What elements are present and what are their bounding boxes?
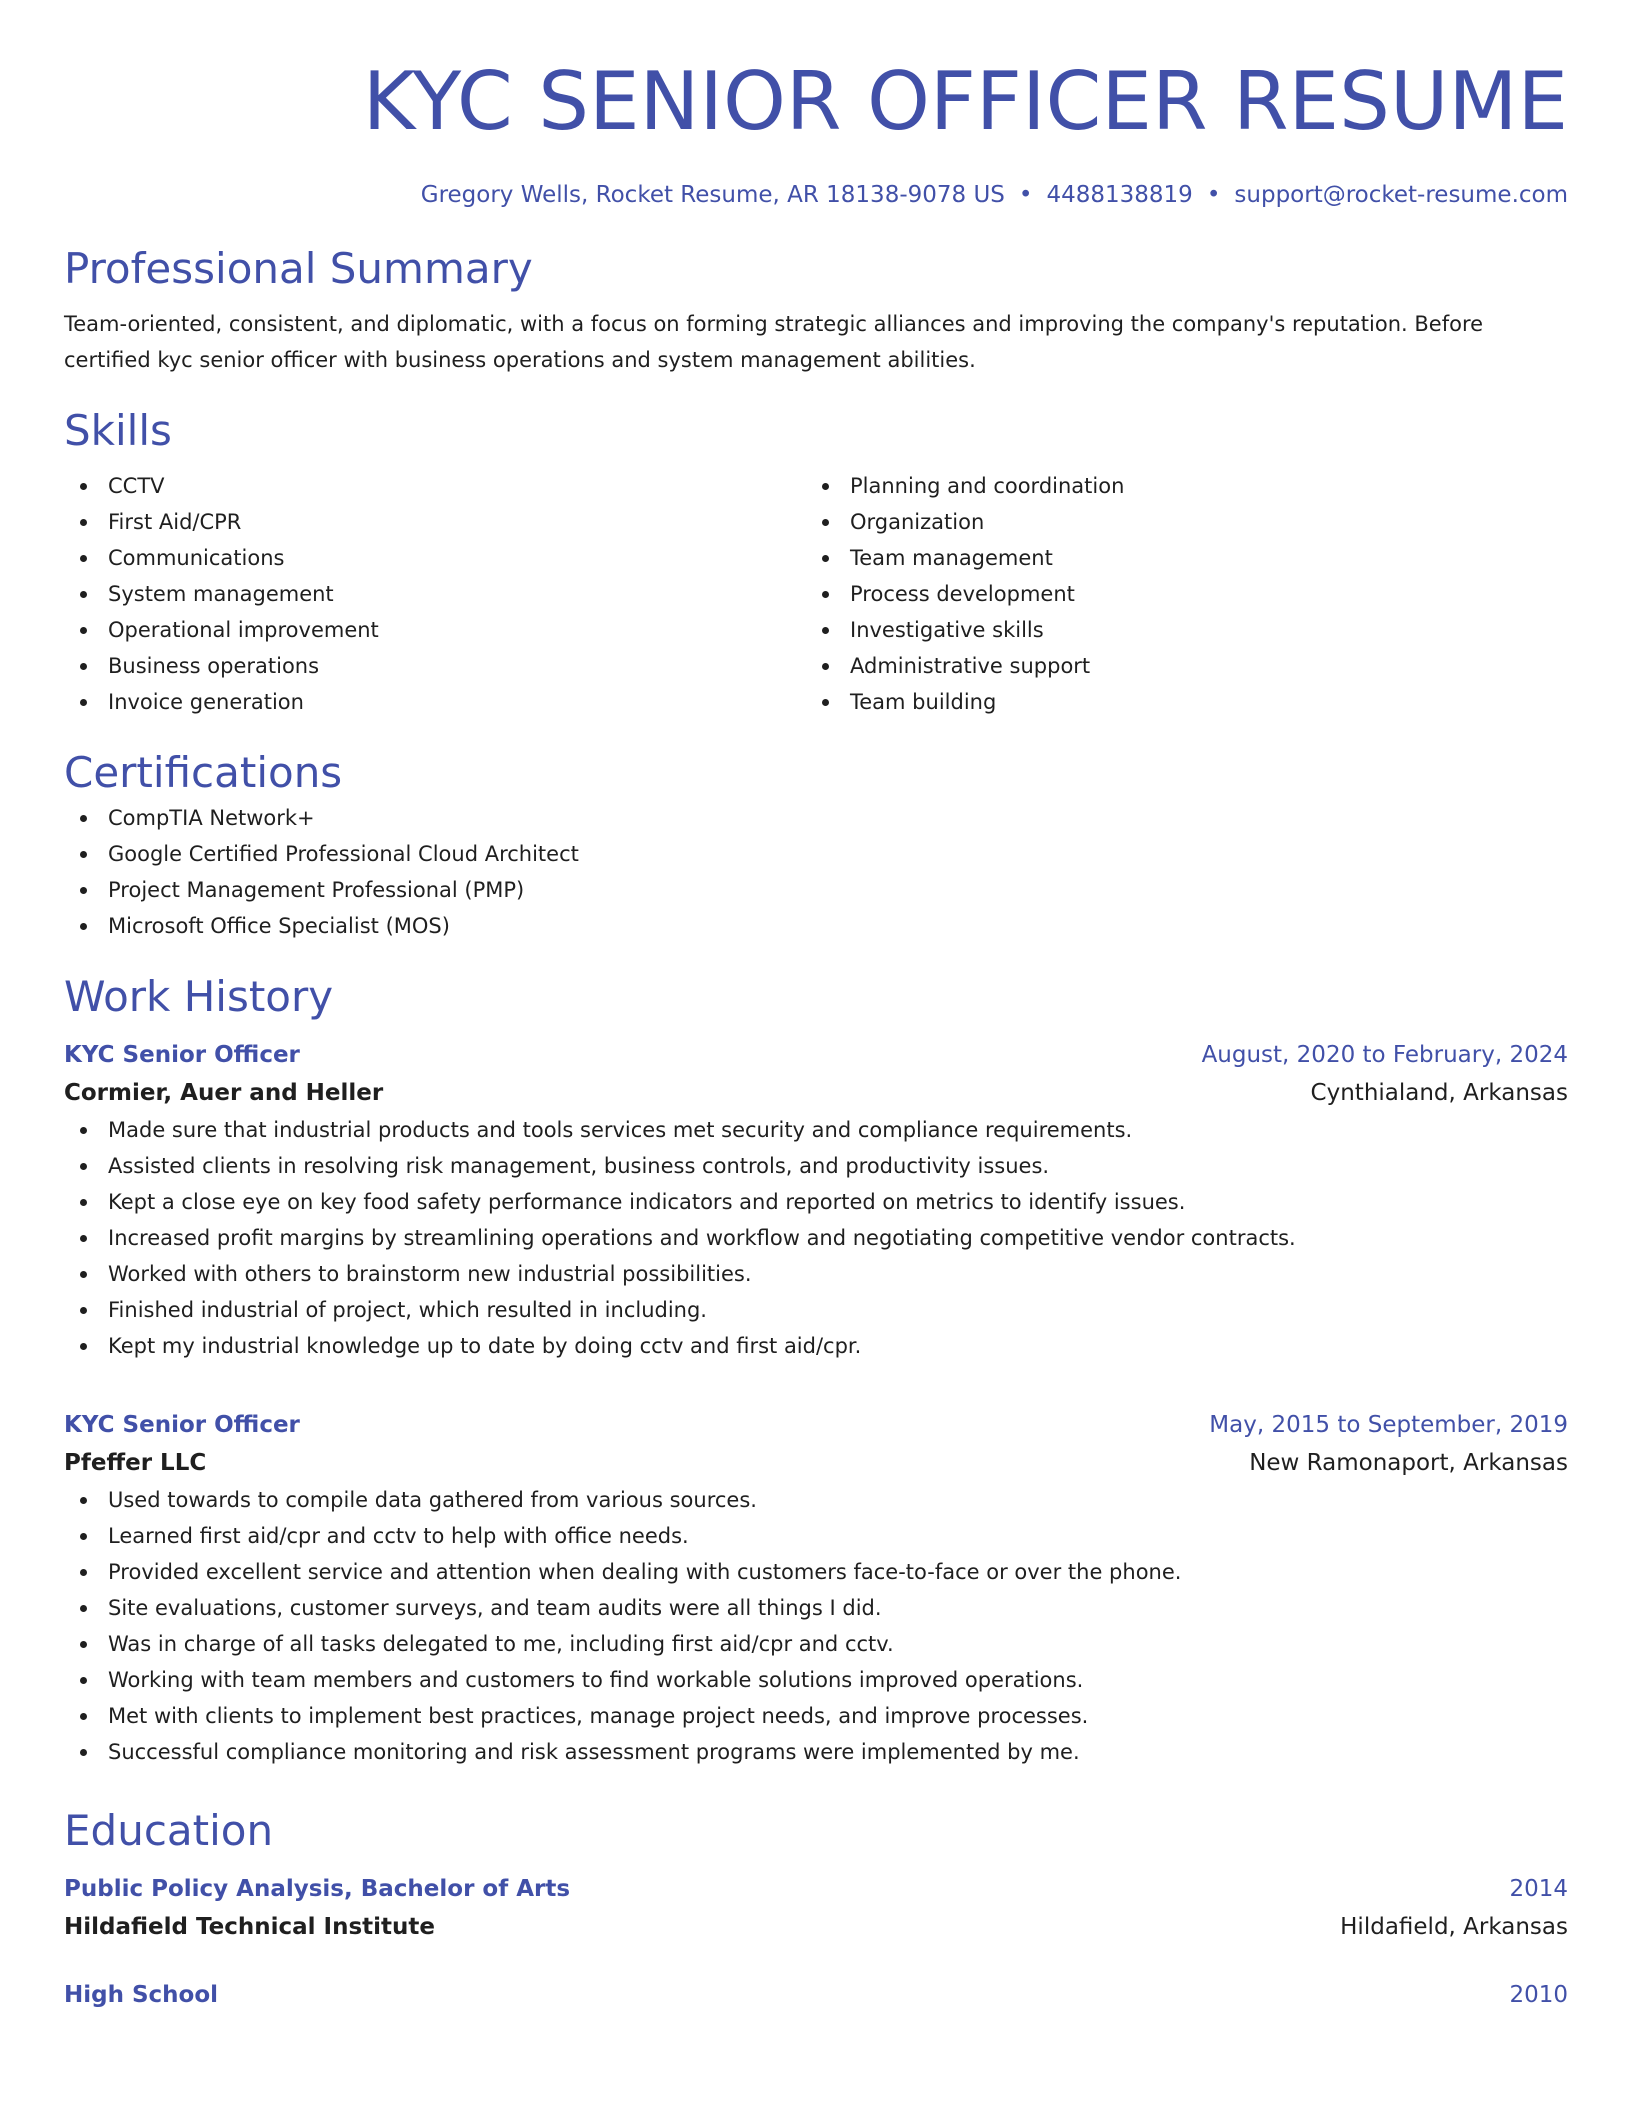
skill-item: Organization [806,504,1548,540]
skill-item: Business operations [64,648,806,684]
job-duties-list [64,1482,1568,1770]
job-entry [64,1406,1568,1770]
section-heading-certifications: Certifications [64,748,343,797]
contact-address: Gregory Wells, Rocket Resume, AR 18138-9078 US [420,182,1005,208]
skill-item: Administrative support [806,648,1548,684]
contact-line [64,178,1568,212]
job-title-row [64,1036,1568,1074]
education-year: 2014 [1509,1876,1568,1902]
job-title-row [64,1406,1568,1444]
professional-summary-section [64,242,1568,378]
skill-item: CCTV [64,468,806,504]
job-company: Pfeffer LLC [64,1450,207,1476]
education-degree-row [64,1870,1568,1908]
job-duty-item: Increased profit margins by streamlining operations and workflow and negotiating competitive vendor contracts. [64,1220,1568,1256]
job-dates: May, 2015 to September, 2019 [1209,1412,1568,1438]
job-duty-item: Finished industrial of project, which resulted in including. [64,1292,1568,1328]
job-company-row [64,1074,1568,1112]
document-title: KYC SENIOR OFFICER RESUME [362,55,1568,148]
job-duty-item: Learned first aid/cpr and cctv to help with office needs. [64,1518,1568,1554]
skill-item: Operational improvement [64,612,806,648]
certification-item: CompTIA Network+ [64,800,1568,836]
certification-item: Project Management Professional (PMP) [64,872,1568,908]
job-location: New Ramonaport, Arkansas [1249,1450,1568,1476]
job-duty-item: Kept a close eye on key food safety performance indicators and reported on metrics to identify issues. [64,1184,1568,1220]
job-duty-item: Met with clients to implement best practices, manage project needs, and improve processes. [64,1698,1568,1734]
skills-section [64,404,1568,720]
job-dates: August, 2020 to February, 2024 [1201,1042,1568,1068]
job-duty-item: Assisted clients in resolving risk management, business controls, and productivity issues. [64,1148,1568,1184]
education-degree-row [64,1976,1568,2014]
skill-item: Communications [64,540,806,576]
job-duty-item: Worked with others to brainstorm new industrial possibilities. [64,1256,1568,1292]
section-heading-summary: Professional Summary [64,244,533,293]
job-title: KYC Senior Officer [64,1412,300,1438]
education-year: 2010 [1509,1982,1568,2008]
skill-item: System management [64,576,806,612]
education-school: Hildafield Technical Institute [64,1914,436,1940]
job-entry [64,1036,1568,1364]
job-duty-item: Working with team members and customers to find workable solutions improved operations. [64,1662,1568,1698]
skill-item: Process development [806,576,1548,612]
education-location: Hildafield, Arkansas [1340,1914,1568,1940]
certification-item: Google Certified Professional Cloud Architect [64,836,1568,872]
certifications-list [64,800,1568,944]
job-location: Cynthialand, Arkansas [1310,1080,1568,1106]
job-duty-item: Was in charge of all tasks delegated to me, including first aid/cpr and cctv. [64,1626,1568,1662]
job-duties-list [64,1112,1568,1364]
education-section [64,1804,1568,2014]
job-duty-item: Site evaluations, customer surveys, and team audits were all things I did. [64,1590,1568,1626]
section-heading-education: Education [64,1806,274,1855]
contact-phone: 4488138819 [1046,182,1193,208]
work-history-section [64,970,1568,1770]
skill-item: Planning and coordination [806,468,1548,504]
skills-grid [64,468,1568,720]
certifications-section [64,746,1568,944]
skill-item: Team building [806,684,1548,720]
summary-text: Team-oriented, consistent, and diplomatic, with a focus on forming strategic alliances and improving the company's reputation. Before certified kyc senior officer with business operations and system management abilities. [64,312,1484,372]
skills-column-left [64,468,806,720]
contact-email: support@rocket-resume.com [1234,182,1568,208]
job-company: Cormier, Auer and Heller [64,1080,384,1106]
job-company-row [64,1444,1568,1482]
skill-item: First Aid/CPR [64,504,806,540]
job-duty-item: Kept my industrial knowledge up to date by doing cctv and first aid/cpr. [64,1328,1568,1364]
education-degree: Public Policy Analysis, Bachelor of Arts [64,1876,571,1902]
section-heading-work-history: Work History [64,972,334,1021]
job-duty-item: Made sure that industrial products and tools services met security and compliance requirements. [64,1112,1568,1148]
skill-item: Team management [806,540,1548,576]
job-duty-item: Provided excellent service and attention when dealing with customers face-to-face or over the phone. [64,1554,1568,1590]
education-entry [64,1976,1568,2014]
section-heading-skills: Skills [64,406,172,455]
contact-separator: • [1018,182,1033,208]
skill-item: Investigative skills [806,612,1548,648]
job-duty-item: Successful compliance monitoring and risk assessment programs were implemented by me. [64,1734,1568,1770]
job-duty-item: Used towards to compile data gathered from various sources. [64,1482,1568,1518]
job-title: KYC Senior Officer [64,1042,300,1068]
resume-header [64,0,1568,212]
education-degree: High School [64,1982,219,2008]
education-school-row [64,1908,1568,1946]
skill-item: Invoice generation [64,684,806,720]
education-entry [64,1870,1568,1946]
contact-separator: • [1206,182,1221,208]
certification-item: Microsoft Office Specialist (MOS) [64,908,1568,944]
skills-column-right [806,468,1548,720]
